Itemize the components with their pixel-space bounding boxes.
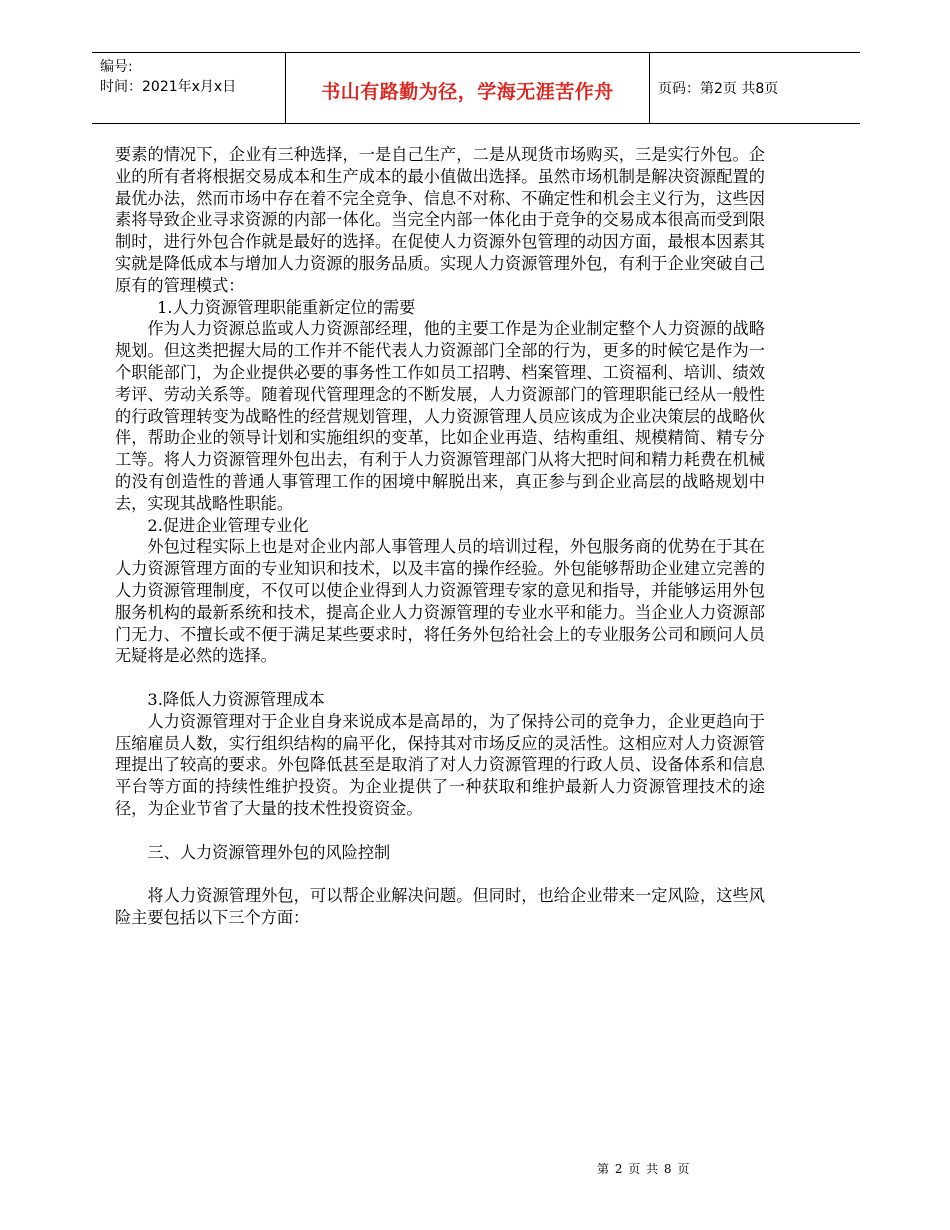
header-page-label: 页码：第2页 共8页 <box>658 81 779 97</box>
document-body <box>115 144 765 929</box>
paragraph-2: 作为人力资源总监或人力资源部经理，他的主要工作是为企业制定整个人力资源的战略规划。但这类把握大局的工作并不能代表人力资源部门全部的行为，更多的时候它是作为一个职能部门，为企业提供必要的事务性工作如员工招聘、档案管理、工资福利、培训、绩效考评、劳动关系等。随着现代管理理念的不断发展，人力资源部门的管理职能已经从一般性的行政管理转变为战略性的经营规划管理，人力资源管理人员应该成为企业决策层的战略伙伴，帮助企业的领导计划和实施组织的变革，比如企业再造、结构重组、规模精简、精专分工等。将人力资源管理外包出去，有利于人力资源管理部门从将大把时间和精力耗费在机械的没有创造性的普通人事管理工作的困境中解脱出来，真正参与到企业高层的战略规划中去，实现其战略性职能。 <box>115 319 765 513</box>
number-label: 编号: <box>100 59 133 75</box>
paragraph-5: 将人力资源管理外包，可以帮企业解决问题。但同时，也给企业带来一定风险，这些风险主要包括以下三个方面： <box>115 886 765 927</box>
paragraph-3: 外包过程实际上也是对企业内部人事管理人员的培训过程，外包服务商的优势在于其在人力资源管理方面的专业知识和技术，以及丰富的操作经验。外包能够帮助企业建立完善的人力资源管理制度，不仅可以使企业得到人力资源管理专家的意见和指导，并能够运用外包服务机构的最新系统和技术，提高企业人力资源管理的专业水平和能力。当企业人力资源部门无力、不擅长或不便于满足某些要求时，将任务外包给社会上的专业服务公司和顾问人员无疑将是必然的选择。 <box>115 537 765 666</box>
spacer <box>115 667 765 689</box>
spacer <box>115 863 765 885</box>
header-table <box>92 52 860 124</box>
section-heading-3: 3.降低人力资源管理成本 <box>147 689 325 709</box>
page-footer: 第 2 页 共 8 页 <box>597 1162 691 1176</box>
section-heading-2: 2.促进企业管理专业化 <box>147 515 309 535</box>
section-heading-1: 1.人力资源管理职能重新定位的需要 <box>157 297 416 317</box>
header-motto: 书山有路勤为径，学海无涯苦作舟 <box>285 53 650 123</box>
section-heading-4: 三、人力资源管理外包的风险控制 <box>147 842 391 862</box>
header-left-cell <box>92 53 285 123</box>
spacer <box>115 820 765 842</box>
paragraph-4: 人力资源管理对于企业自身来说成本是高昂的，为了保持公司的竞争力，企业更趋向于压缩雇员人数，实行组织结构的扁平化，保持其对市场反应的灵活性。这相应对人力资源管理提出了较高的要求。外包降低甚至是取消了对人力资源管理的行政人员、设备体系和信息平台等方面的持续性维护投资。为企业提供了一种获取和维护最新人力资源管理技术的途径，为企业节省了大量的技术性投资资金。 <box>115 711 765 818</box>
paragraph-1: 要素的情况下，企业有三种选择，一是自己生产，二是从现货市场购买，三是实行外包。企业的所有者将根据交易成本和生产成本的最小值做出选择。虽然市场机制是解决资源配置的最优办法，然而市场中存在着不完全竞争、信息不对称、不确定性和机会主义行为，这些因素将导致企业寻求资源的内部一体化。当完全内部一体化由于竞争的交易成本很高而受到限制时，进行外包合作就是最好的选择。在促使人力资源外包管理的动因方面，最根本因素其实就是降低成本与增加人力资源的服务品质。实现人力资源管理外包，有利于企业突破自己原有的管理模式： <box>115 145 765 295</box>
time-label: 时间：2021年x月x日 <box>100 79 237 95</box>
